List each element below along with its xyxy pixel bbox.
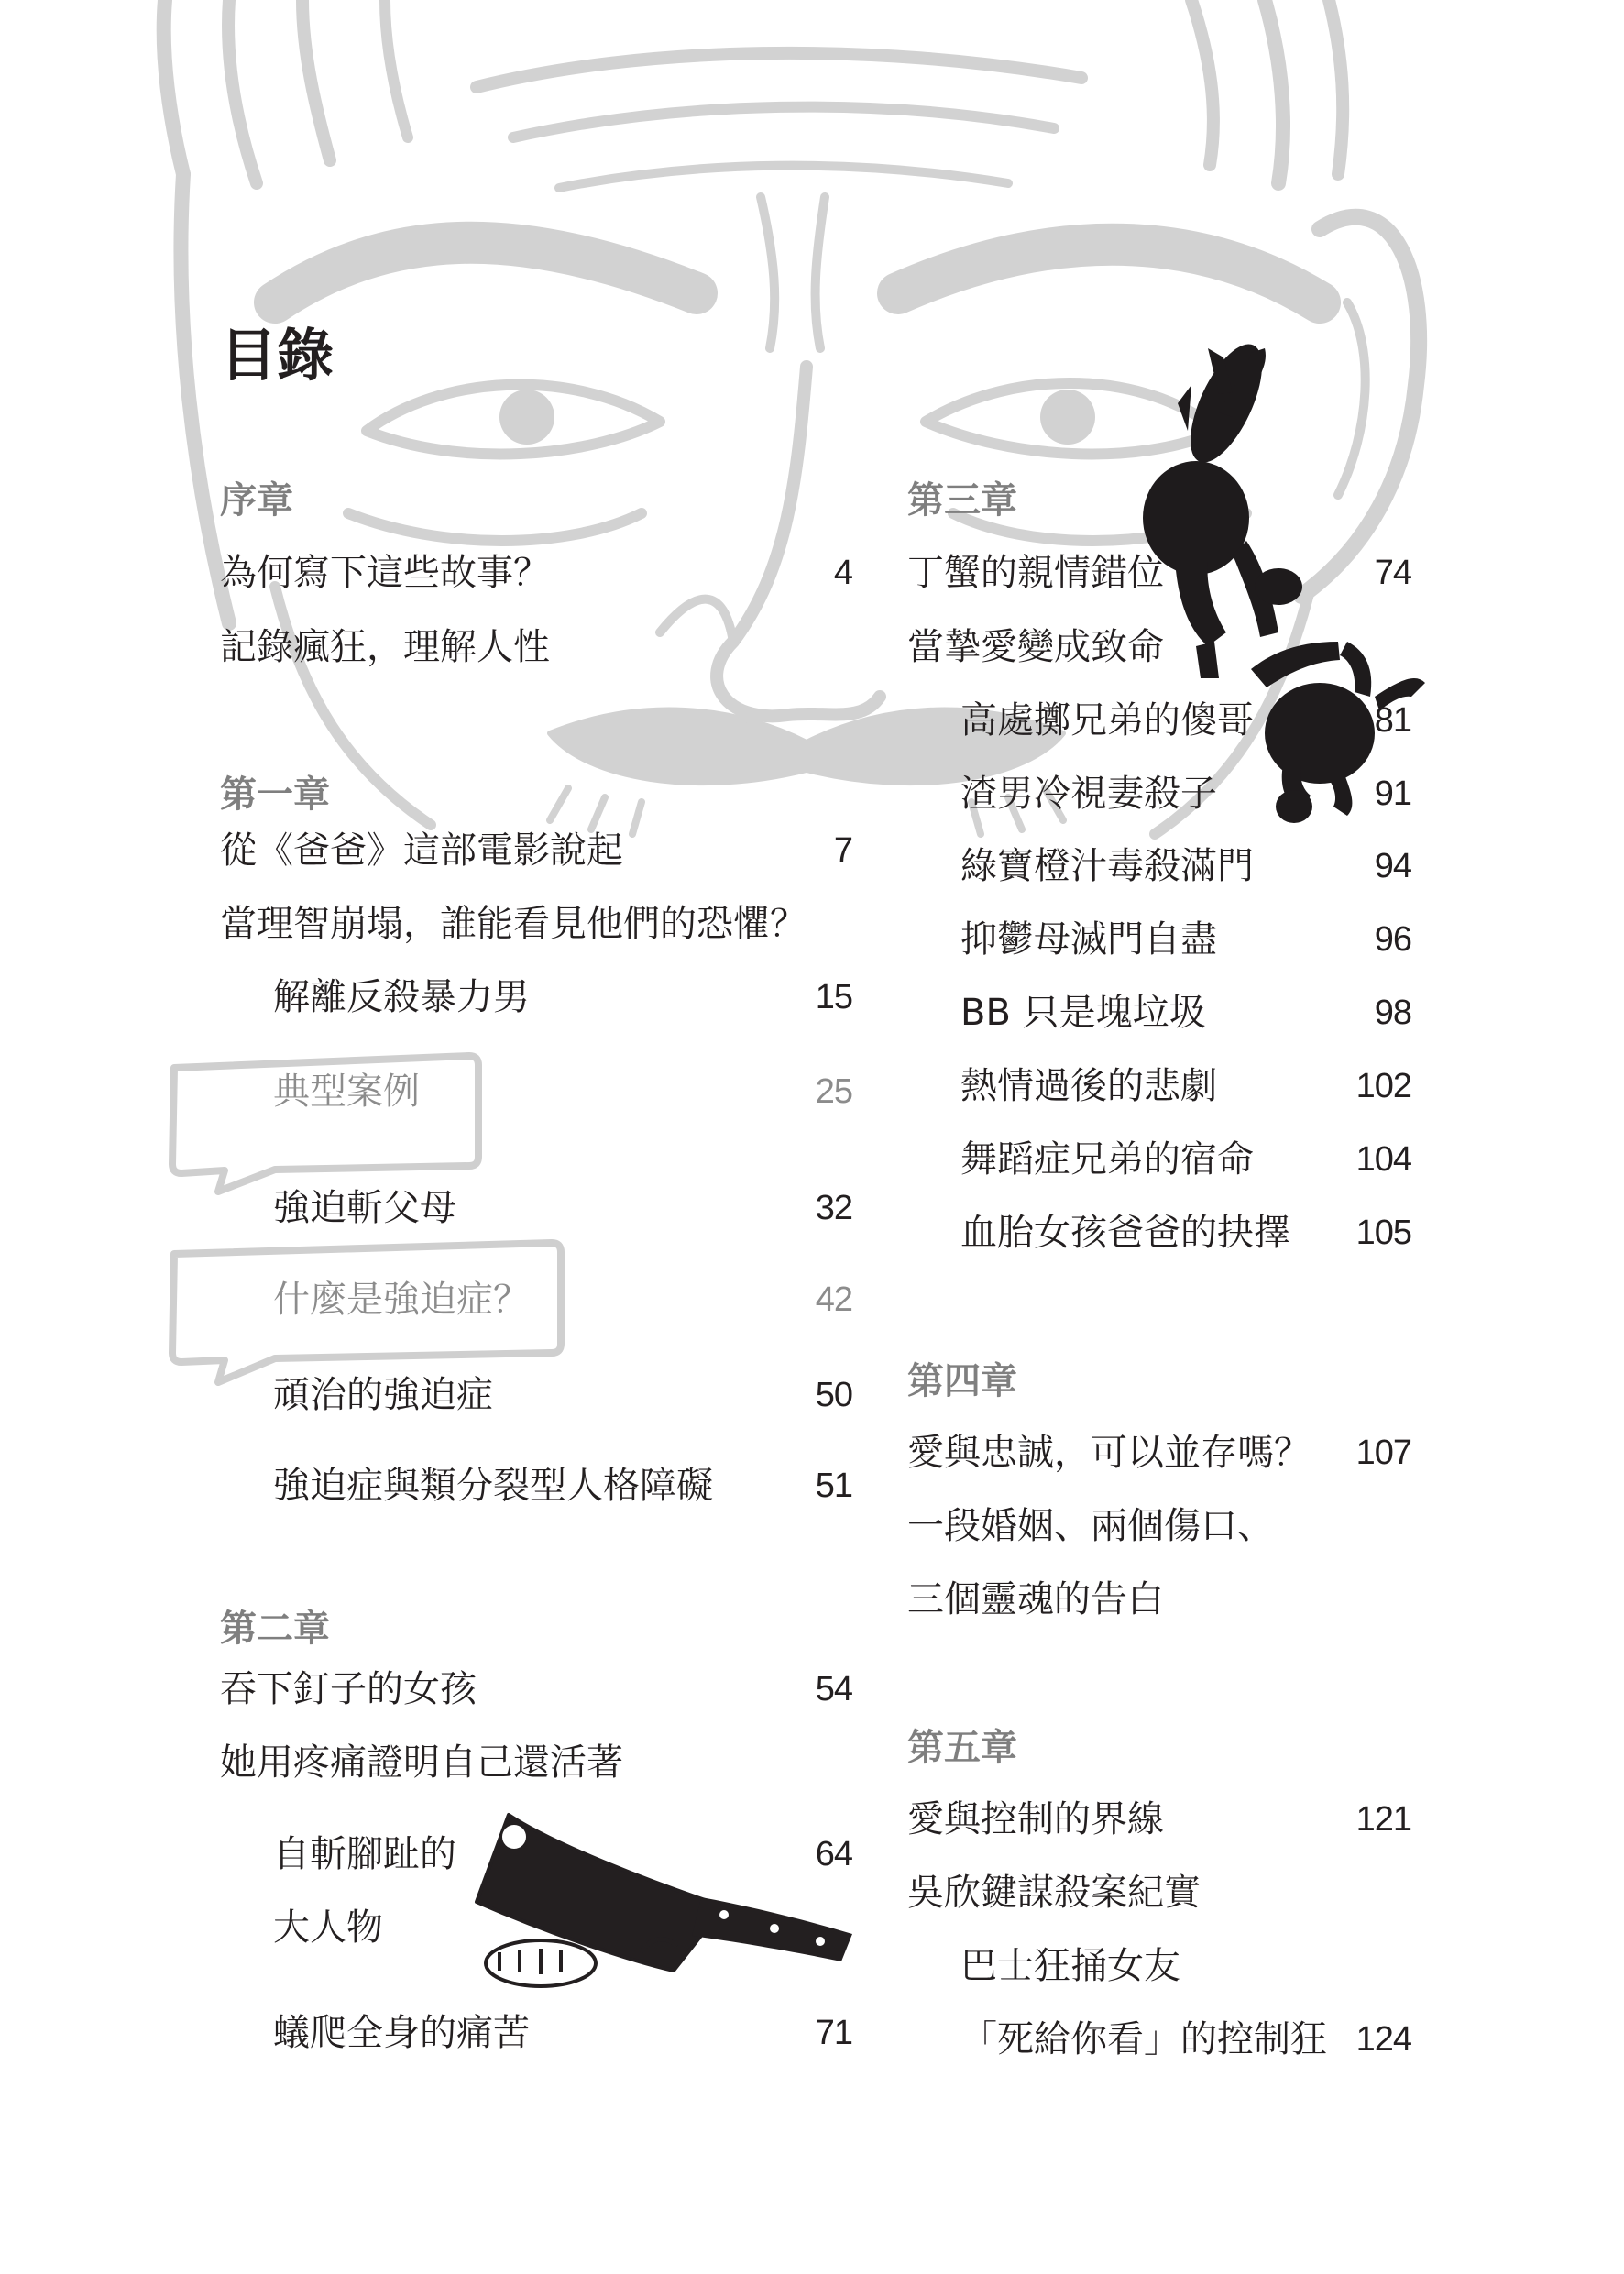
- chapter-heading: 第三章: [907, 479, 1017, 522]
- toc-entry[interactable]: [907, 547, 1411, 599]
- toc-page-number: 94: [1374, 847, 1411, 885]
- toc-entry[interactable]: [907, 840, 1411, 892]
- toc-entry-title: 抑鬱母滅門自盡: [960, 918, 1217, 961]
- chapter-heading: 序章: [220, 479, 293, 522]
- toc-entry[interactable]: [907, 1207, 1411, 1258]
- toc-page-number: 91: [1374, 774, 1411, 813]
- toc-entry[interactable]: [907, 1427, 1411, 1478]
- toc-entry[interactable]: [220, 621, 852, 673]
- toc-entry-title: 巴士狂捅女友: [960, 1945, 1180, 1987]
- toc-page-number: 81: [1374, 701, 1411, 740]
- toc-entry[interactable]: [220, 1182, 852, 1234]
- toc-entry-title: 吳欣鍵謀殺案紀實: [907, 1872, 1201, 1914]
- toc-entry[interactable]: [220, 1664, 852, 1715]
- toc-entry[interactable]: [220, 972, 852, 1023]
- toc-page-number: 107: [1355, 1434, 1411, 1472]
- toc-page-number: 50: [815, 1376, 852, 1414]
- toc-entry[interactable]: [907, 987, 1411, 1038]
- toc-entry[interactable]: [220, 1829, 852, 1880]
- toc-entry-title: 為何寫下這些故事？: [220, 552, 550, 594]
- toc-entry-title: 大人物: [273, 1906, 383, 1949]
- toc-page-number: 124: [1355, 2020, 1411, 2059]
- toc-entry[interactable]: [907, 768, 1411, 819]
- toc-page-number: 25: [815, 1072, 852, 1111]
- toc-entry[interactable]: [907, 1500, 1411, 1552]
- toc-entry[interactable]: [220, 1737, 852, 1788]
- toc-entry-title: 綠寶橙汁毒殺滿門: [960, 845, 1254, 887]
- toc-entry[interactable]: [220, 1369, 852, 1421]
- toc-entry-title: 解離反殺暴力男: [273, 976, 530, 1018]
- toc-entry-title: 愛與忠誠，可以並存嗎？: [907, 1432, 1311, 1474]
- toc-page-number: 32: [815, 1189, 852, 1227]
- toc-page-number: 4: [833, 554, 852, 592]
- toc-entry[interactable]: [907, 1867, 1411, 1918]
- toc-entry[interactable]: [907, 695, 1411, 746]
- toc-entry-title: 熱情過後的悲劇: [960, 1065, 1217, 1107]
- toc-entry[interactable]: [907, 1794, 1411, 1845]
- toc-entry[interactable]: [220, 898, 852, 950]
- toc-callout-entry[interactable]: [220, 1274, 852, 1325]
- toc-entry-title: 強迫斬父母: [273, 1187, 456, 1229]
- toc-entry-title: 一段婚姻、兩個傷口、: [907, 1505, 1274, 1547]
- toc-entry-title: 吞下釘子的女孩: [220, 1668, 477, 1710]
- chapter-heading: 第四章: [907, 1360, 1017, 1402]
- page-title: 目錄: [220, 322, 335, 389]
- toc-page-number: 71: [815, 2014, 852, 2052]
- toc-page-number: 15: [815, 978, 852, 1016]
- toc-page-number: 98: [1374, 994, 1411, 1032]
- toc-entry-title: 丁蟹的親情錯位: [907, 552, 1164, 594]
- toc-page-number: 51: [815, 1467, 852, 1505]
- toc-entry[interactable]: [907, 1940, 1411, 1992]
- toc-entry-title: 「死給你看」的控制狂: [960, 2018, 1327, 2060]
- toc-entry-title: 血胎女孩爸爸的抉擇: [960, 1212, 1290, 1254]
- toc-page-number: 105: [1355, 1214, 1411, 1252]
- toc-page-number: 102: [1355, 1067, 1411, 1105]
- chapter-heading: 第五章: [907, 1727, 1017, 1769]
- chapter-heading: 第一章: [220, 774, 330, 816]
- toc-entry[interactable]: [907, 621, 1411, 673]
- toc-entry-title: 自斬腳趾的: [273, 1833, 456, 1875]
- toc-entry[interactable]: [907, 1060, 1411, 1112]
- toc-page-number: 7: [833, 831, 852, 870]
- toc-entry-title: 她用疼痛證明自己還活著: [220, 1741, 623, 1784]
- toc-entry[interactable]: [907, 1134, 1411, 1185]
- toc-entry-title: 舞蹈症兄弟的宿命: [960, 1138, 1254, 1181]
- toc-entry-title: 三個靈魂的告白: [907, 1578, 1164, 1620]
- toc-page-number: 104: [1355, 1140, 1411, 1179]
- toc-entry-title: 渣男冷視妻殺子: [960, 773, 1217, 815]
- toc-callout-entry[interactable]: [220, 1066, 852, 1117]
- toc-page-number: 42: [815, 1280, 852, 1319]
- toc-entry[interactable]: [907, 1574, 1411, 1625]
- toc-entry[interactable]: [220, 2007, 852, 2059]
- toc-entry-title: BB 只是塊垃圾: [960, 992, 1206, 1034]
- toc-entry[interactable]: [220, 547, 852, 599]
- toc-page-number: 74: [1374, 554, 1411, 592]
- toc-entry-title: 記錄瘋狂，理解人性: [220, 626, 550, 668]
- toc-page-number: 96: [1374, 920, 1411, 959]
- chapter-heading: 第二章: [220, 1608, 330, 1650]
- toc-entry-title: 從《爸爸》這部電影說起: [220, 829, 623, 872]
- toc-entry-title: 高處擲兄弟的傻哥: [960, 699, 1254, 742]
- toc-entry-title: 當理智崩塌，誰能看見他們的恐懼？: [220, 903, 807, 945]
- toc-entry-title: 頑治的強迫症: [273, 1374, 493, 1416]
- toc-entry-title: 強迫症與類分裂型人格障礙: [273, 1465, 713, 1507]
- toc-entry[interactable]: [907, 2014, 1411, 2065]
- toc-entry-title: 什麼是強迫症？: [273, 1279, 530, 1321]
- toc-entry[interactable]: [220, 1460, 852, 1511]
- toc-entry[interactable]: [907, 914, 1411, 965]
- toc-entry[interactable]: [220, 1902, 852, 1953]
- toc-page-number: 54: [815, 1670, 852, 1708]
- toc-page-number: 121: [1355, 1800, 1411, 1839]
- toc-entry-title: 愛與控制的界線: [907, 1798, 1164, 1840]
- toc-entry[interactable]: [220, 825, 852, 876]
- toc-entry-title: 當摯愛變成致命: [907, 626, 1164, 668]
- toc-page-number: 64: [815, 1835, 852, 1873]
- toc-entry-title: 蟻爬全身的痛苦: [273, 2012, 530, 2054]
- toc-entry-title: 典型案例: [273, 1071, 420, 1113]
